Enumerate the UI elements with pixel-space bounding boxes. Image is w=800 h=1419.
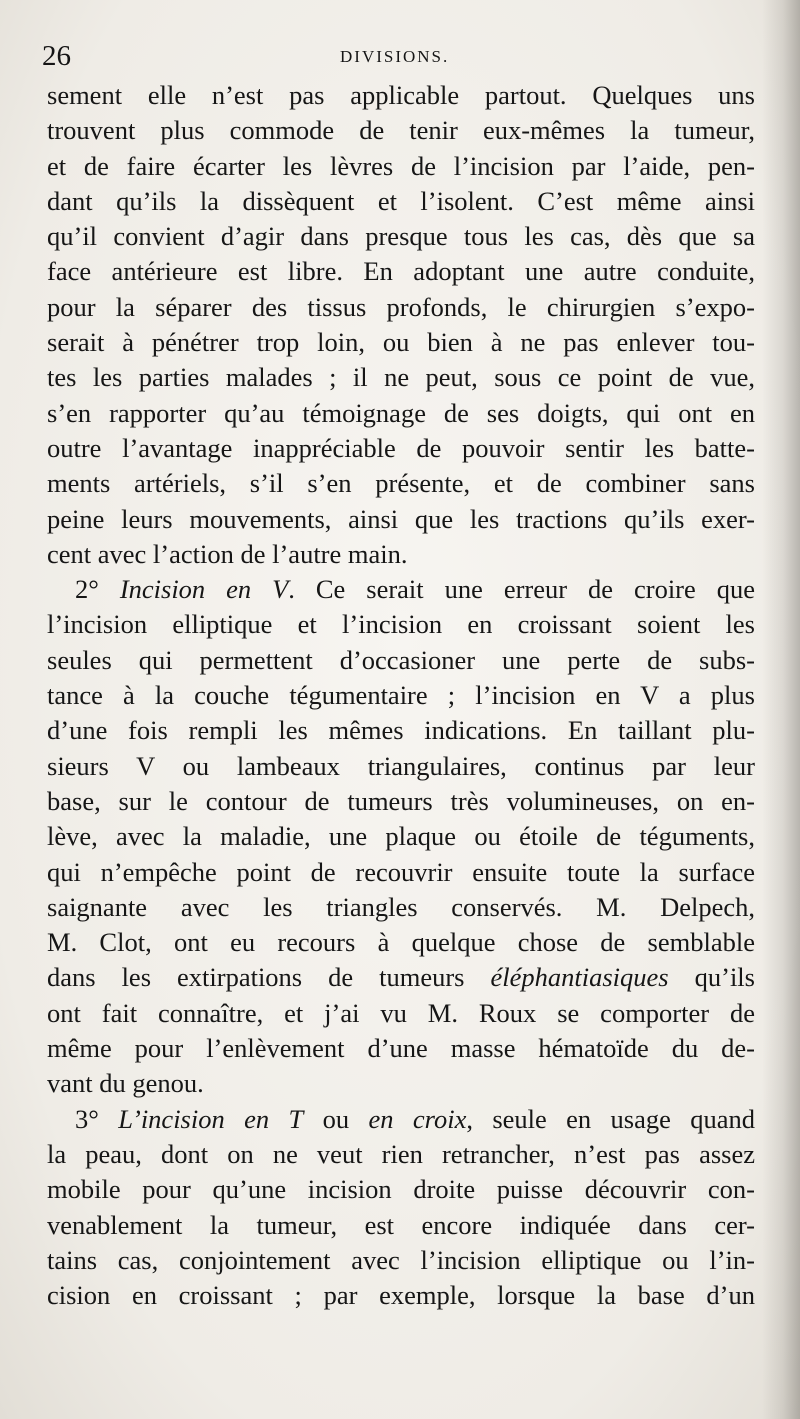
- text-line: trouvent plus commode de tenir eux-mêmes la tumeur,: [47, 115, 755, 146]
- text-line: s’en rapporter qu’au témoignage de ses doigts, qui ont en: [47, 397, 755, 428]
- text-span: 2°: [75, 574, 120, 605]
- text-line: ments artériels, s’il s’en présente, et de combiner sans: [47, 468, 755, 499]
- text-span: dans les extirpations de tumeurs: [47, 962, 491, 993]
- emphasis: en croix: [368, 1103, 467, 1134]
- text-line: saignante avec les triangles conservés. M. Delpech,: [47, 891, 755, 922]
- text-span: , seule en usage quand: [466, 1103, 756, 1134]
- text-line: et de faire écarter les lèvres de l’incision par l’aide, pen-: [47, 150, 755, 181]
- text-line: sieurs V ou lambeaux triangulaires, continus par leur: [47, 750, 755, 781]
- text-line: d’une fois rempli les mêmes indications. En taillant plu-: [47, 715, 755, 746]
- text-line: la peau, dont on ne veut rien retrancher, n’est pas assez: [47, 1138, 755, 1169]
- page-number: 26: [42, 40, 71, 72]
- text-line: l’incision elliptique et l’incision en croissant soient les: [47, 609, 755, 640]
- text-line: mobile pour qu’une incision droite puisse découvrir con-: [47, 1174, 755, 1205]
- text-line: tance à la couche tégumentaire ; l’incision en V a plus: [47, 680, 755, 711]
- text-line: cision en croissant ; par exemple, lorsque la base d’un: [47, 1280, 755, 1311]
- text-line: venablement la tumeur, est encore indiquée dans cer-: [47, 1209, 755, 1240]
- text-line: tains cas, conjointement avec l’incision elliptique ou l’in-: [47, 1244, 755, 1275]
- section-title: Incision en V: [119, 574, 289, 605]
- text-line: [47, 960, 755, 995]
- text-line: base, sur le contour de tumeurs très volumineuses, on en-: [47, 785, 755, 816]
- text-line: serait à pénétrer trop loin, ou bien à ne pas enlever tou-: [47, 327, 755, 358]
- text-line: M. Clot, ont eu recours à quelque chose de semblable: [47, 927, 755, 958]
- section-heading-line: [47, 572, 755, 607]
- text-line: même pour l’enlèvement d’une masse hématoïde du de-: [47, 1033, 755, 1064]
- text-line: sement elle n’est pas applicable partout. Quelques uns: [47, 80, 755, 110]
- text-line: dant qu’ils la dissèquent et l’isolent. C’est même ainsi: [47, 185, 755, 216]
- text-span: qu’ils: [668, 962, 755, 993]
- page-header: [0, 36, 800, 76]
- text-span: 3°: [75, 1103, 119, 1134]
- text-line: qui n’empêche point de recouvrir ensuite toute la surface: [47, 856, 755, 887]
- text-line: peine leurs mouvements, ainsi que les tractions qu’ils exer-: [47, 503, 755, 534]
- section-title: L’incision en T: [118, 1103, 304, 1134]
- text-line: seules qui permettent d’occasioner une perte de subs-: [47, 644, 755, 675]
- text-line: vant du genou.: [47, 1068, 204, 1099]
- section-heading-line: [47, 1102, 755, 1137]
- text-line: pour la séparer des tissus profonds, le chirurgien s’expo-: [47, 291, 755, 322]
- text-span: ou: [303, 1103, 369, 1134]
- text-line: cent avec l’action de l’autre main.: [47, 538, 408, 569]
- page-edge-shadow: [762, 0, 800, 1419]
- text-line: face antérieure est libre. En adoptant une autre conduite,: [47, 256, 755, 287]
- text-span: . Ce serait une erreur de croire que: [288, 574, 755, 605]
- text-line: outre l’avantage inappréciable de pouvoir sentir les batte-: [47, 432, 755, 463]
- text-line: qu’il convient d’agir dans presque tous les cas, dès que sa: [47, 221, 755, 252]
- body-text: [47, 78, 755, 1313]
- text-line: tes les parties malades ; il ne peut, sous ce point de vue,: [47, 362, 755, 393]
- emphasis: éléphantiasiques: [490, 962, 669, 993]
- running-head: DIVISIONS.: [340, 47, 450, 66]
- text-line: ont fait connaître, et j’ai vu M. Roux se comporter de: [47, 997, 755, 1028]
- text-line: lève, avec la maladie, une plaque ou étoile de téguments,: [47, 821, 755, 852]
